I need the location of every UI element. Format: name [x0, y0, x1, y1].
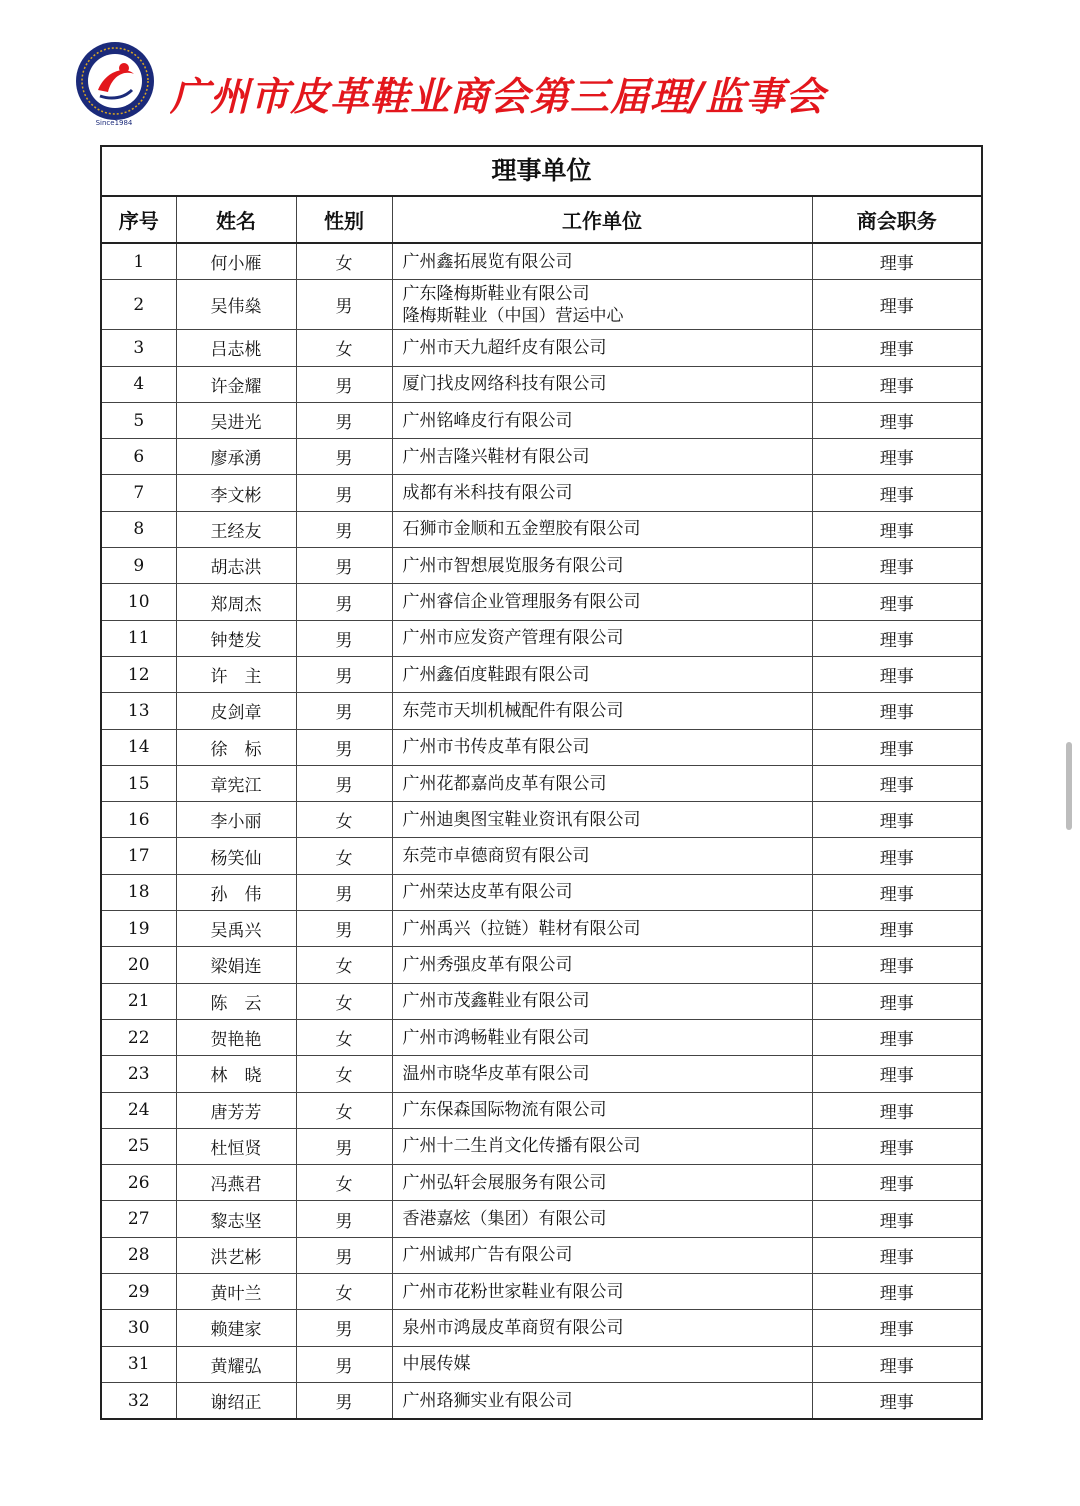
column-header-sex: 性别	[296, 197, 392, 243]
cell-role: 理事	[812, 911, 981, 947]
org-line: 广州吉隆兴鞋材有限公司	[402, 446, 590, 467]
table-row	[102, 1274, 981, 1310]
header-row	[102, 197, 981, 243]
cell-role: 理事	[812, 1237, 981, 1273]
cell-sex: 男	[296, 1382, 392, 1418]
org-line: 广州花都嘉尚皮革有限公司	[402, 773, 607, 794]
cell-no: 30	[102, 1310, 176, 1346]
cell-org	[392, 693, 812, 729]
column-header-org: 工作单位	[392, 197, 812, 243]
cell-sex: 男	[296, 1201, 392, 1237]
table-row	[102, 548, 981, 584]
cell-name: 李文彬	[176, 475, 296, 511]
cell-no: 4	[102, 366, 176, 402]
cell-name: 贺艳艳	[176, 1019, 296, 1055]
cell-sex: 女	[296, 243, 392, 280]
cell-sex: 男	[296, 656, 392, 692]
cell-name: 吴伟燊	[176, 280, 296, 330]
cell-name: 林 晓	[176, 1056, 296, 1092]
org-line: 广州市鸿畅鞋业有限公司	[402, 1027, 590, 1048]
cell-sex: 男	[296, 475, 392, 511]
cell-role: 理事	[812, 1346, 981, 1382]
cell-name: 梁娟连	[176, 947, 296, 983]
cell-role: 理事	[812, 693, 981, 729]
cell-org	[392, 584, 812, 620]
table-body	[102, 243, 981, 1418]
cell-name: 杜恒贤	[176, 1128, 296, 1164]
cell-sex: 男	[296, 402, 392, 438]
cell-role: 理事	[812, 1092, 981, 1128]
logo-since-text: Since1984	[95, 119, 133, 127]
cell-org	[392, 330, 812, 366]
cell-role: 理事	[812, 729, 981, 765]
cell-no: 9	[102, 548, 176, 584]
table-row	[102, 1310, 981, 1346]
cell-role: 理事	[812, 439, 981, 475]
cell-role: 理事	[812, 656, 981, 692]
cell-org	[392, 475, 812, 511]
table-row	[102, 983, 981, 1019]
cell-name: 黎志坚	[176, 1201, 296, 1237]
org-line: 广州市天九超纤皮有限公司	[402, 337, 607, 358]
cell-no: 26	[102, 1165, 176, 1201]
cell-no: 29	[102, 1274, 176, 1310]
table-row	[102, 1382, 981, 1418]
cell-no: 2	[102, 280, 176, 330]
table-row	[102, 243, 981, 280]
table-row	[102, 874, 981, 910]
cell-sex: 女	[296, 330, 392, 366]
cell-role: 理事	[812, 1165, 981, 1201]
cell-org	[392, 911, 812, 947]
cell-role: 理事	[812, 620, 981, 656]
cell-name: 廖承湧	[176, 439, 296, 475]
table-row	[102, 693, 981, 729]
cell-name: 许 主	[176, 656, 296, 692]
cell-name: 何小雁	[176, 243, 296, 280]
cell-role: 理事	[812, 243, 981, 280]
cell-org	[392, 1019, 812, 1055]
cell-org	[392, 366, 812, 402]
table-row	[102, 511, 981, 547]
cell-name: 洪艺彬	[176, 1237, 296, 1273]
cell-name: 杨笑仙	[176, 838, 296, 874]
cell-org	[392, 402, 812, 438]
association-logo	[74, 40, 156, 122]
cell-org	[392, 280, 812, 330]
cell-no: 23	[102, 1056, 176, 1092]
cell-org	[392, 729, 812, 765]
cell-role: 理事	[812, 874, 981, 910]
cell-name: 黄叶兰	[176, 1274, 296, 1310]
table-row	[102, 1346, 981, 1382]
cell-sex: 男	[296, 1237, 392, 1273]
cell-name: 唐芳芳	[176, 1092, 296, 1128]
cell-org	[392, 1274, 812, 1310]
cell-org	[392, 1310, 812, 1346]
cell-org	[392, 1382, 812, 1418]
table-row	[102, 1128, 981, 1164]
cell-no: 13	[102, 693, 176, 729]
cell-no: 27	[102, 1201, 176, 1237]
cell-role: 理事	[812, 983, 981, 1019]
column-header-name: 姓名	[176, 197, 296, 243]
cell-sex: 男	[296, 1346, 392, 1382]
org-line: 广州市智想展览服务有限公司	[402, 555, 624, 576]
cell-name: 吕志桃	[176, 330, 296, 366]
cell-no: 5	[102, 402, 176, 438]
cell-no: 14	[102, 729, 176, 765]
cell-no: 11	[102, 620, 176, 656]
org-line: 广州诚邦广告有限公司	[402, 1245, 573, 1266]
cell-sex: 女	[296, 838, 392, 874]
cell-sex: 男	[296, 620, 392, 656]
column-header-role: 商会职务	[812, 197, 981, 243]
org-line: 广州荣达皮革有限公司	[402, 882, 573, 903]
cell-role: 理事	[812, 838, 981, 874]
cell-org	[392, 439, 812, 475]
org-line: 中展传媒	[402, 1354, 471, 1375]
cell-no: 24	[102, 1092, 176, 1128]
cell-sex: 男	[296, 729, 392, 765]
cell-name: 谢绍正	[176, 1382, 296, 1418]
page-title: 广州市皮革鞋业商会第三届理/监事会	[170, 75, 826, 120]
cell-org	[392, 1237, 812, 1273]
table-row	[102, 330, 981, 366]
cell-org	[392, 874, 812, 910]
org-line: 广州十二生肖文化传播有限公司	[402, 1136, 641, 1157]
org-line: 广州市茂鑫鞋业有限公司	[402, 991, 590, 1012]
org-line: 广州珞狮实业有限公司	[402, 1390, 573, 1411]
cell-no: 17	[102, 838, 176, 874]
cell-name: 胡志洪	[176, 548, 296, 584]
cell-name: 郑周杰	[176, 584, 296, 620]
cell-no: 16	[102, 802, 176, 838]
table-row	[102, 366, 981, 402]
cell-org	[392, 947, 812, 983]
page-header	[0, 0, 1080, 140]
table-row	[102, 1201, 981, 1237]
org-line: 广州市应发资产管理有限公司	[402, 628, 624, 649]
table-row	[102, 584, 981, 620]
cell-role: 理事	[812, 1128, 981, 1164]
cell-no: 8	[102, 511, 176, 547]
org-line: 广州市书传皮革有限公司	[402, 737, 590, 758]
table-row	[102, 838, 981, 874]
cell-sex: 男	[296, 511, 392, 547]
cell-role: 理事	[812, 802, 981, 838]
table-row	[102, 911, 981, 947]
cell-org	[392, 1165, 812, 1201]
table-row	[102, 765, 981, 801]
table-row	[102, 729, 981, 765]
cell-role: 理事	[812, 330, 981, 366]
cell-org	[392, 620, 812, 656]
cell-role: 理事	[812, 1056, 981, 1092]
cell-no: 21	[102, 983, 176, 1019]
cell-name: 黄耀弘	[176, 1346, 296, 1382]
cell-org	[392, 548, 812, 584]
cell-name: 陈 云	[176, 983, 296, 1019]
cell-no: 20	[102, 947, 176, 983]
table-row	[102, 947, 981, 983]
cell-org	[392, 1128, 812, 1164]
org-line: 广东保森国际物流有限公司	[402, 1100, 607, 1121]
cell-name: 徐 标	[176, 729, 296, 765]
cell-name: 吴禹兴	[176, 911, 296, 947]
cell-role: 理事	[812, 584, 981, 620]
org-line: 广州铭峰皮行有限公司	[402, 410, 573, 431]
cell-sex: 女	[296, 1019, 392, 1055]
cell-role: 理事	[812, 765, 981, 801]
cell-no: 6	[102, 439, 176, 475]
cell-sex: 女	[296, 1056, 392, 1092]
org-line: 泉州市鸿晟皮革商贸有限公司	[402, 1317, 624, 1338]
cell-name: 王经友	[176, 511, 296, 547]
cell-no: 32	[102, 1382, 176, 1418]
org-line: 厦门找皮网络科技有限公司	[402, 374, 607, 395]
directors-grid	[102, 197, 981, 1418]
cell-sex: 男	[296, 548, 392, 584]
cell-name: 孙 伟	[176, 874, 296, 910]
cell-no: 15	[102, 765, 176, 801]
org-line: 广东隆梅斯鞋业有限公司	[402, 283, 590, 304]
cell-no: 10	[102, 584, 176, 620]
cell-sex: 女	[296, 802, 392, 838]
cell-no: 25	[102, 1128, 176, 1164]
cell-sex: 女	[296, 1165, 392, 1201]
org-line: 广州鑫佰度鞋跟有限公司	[402, 664, 590, 685]
directors-table	[100, 145, 983, 1420]
cell-sex: 女	[296, 1092, 392, 1128]
cell-role: 理事	[812, 366, 981, 402]
org-line: 温州市晓华皮革有限公司	[402, 1063, 590, 1084]
cell-sex: 女	[296, 1274, 392, 1310]
cell-sex: 男	[296, 366, 392, 402]
table-row	[102, 802, 981, 838]
scrollbar-thumb[interactable]	[1066, 742, 1072, 830]
cell-name: 吴进光	[176, 402, 296, 438]
org-line: 香港嘉炫（集团）有限公司	[402, 1209, 607, 1230]
cell-sex: 男	[296, 911, 392, 947]
cell-org	[392, 765, 812, 801]
org-line: 广州市花粉世家鞋业有限公司	[402, 1281, 624, 1302]
cell-sex: 男	[296, 765, 392, 801]
cell-no: 7	[102, 475, 176, 511]
cell-org	[392, 983, 812, 1019]
column-header-no: 序号	[102, 197, 176, 243]
cell-sex: 男	[296, 439, 392, 475]
table-row	[102, 402, 981, 438]
cell-sex: 男	[296, 584, 392, 620]
cell-name: 李小丽	[176, 802, 296, 838]
cell-org	[392, 802, 812, 838]
cell-org	[392, 1056, 812, 1092]
cell-org	[392, 838, 812, 874]
cell-name: 冯燕君	[176, 1165, 296, 1201]
cell-org	[392, 511, 812, 547]
cell-sex: 男	[296, 874, 392, 910]
table-row	[102, 280, 981, 330]
org-line: 广州弘轩会展服务有限公司	[402, 1172, 607, 1193]
cell-name: 皮剑章	[176, 693, 296, 729]
cell-name: 钟楚发	[176, 620, 296, 656]
cell-role: 理事	[812, 475, 981, 511]
cell-role: 理事	[812, 947, 981, 983]
table-row	[102, 1165, 981, 1201]
cell-no: 12	[102, 656, 176, 692]
table-row	[102, 1056, 981, 1092]
org-line: 石狮市金顺和五金塑胶有限公司	[402, 519, 641, 540]
table-row	[102, 656, 981, 692]
cell-role: 理事	[812, 511, 981, 547]
table-row	[102, 1092, 981, 1128]
cell-no: 22	[102, 1019, 176, 1055]
table-row	[102, 475, 981, 511]
cell-name: 许金耀	[176, 366, 296, 402]
cell-org	[392, 1092, 812, 1128]
cell-role: 理事	[812, 280, 981, 330]
table-caption: 理事单位	[102, 147, 981, 197]
cell-sex: 男	[296, 693, 392, 729]
table-row	[102, 620, 981, 656]
cell-role: 理事	[812, 548, 981, 584]
cell-no: 18	[102, 874, 176, 910]
cell-no: 19	[102, 911, 176, 947]
org-line: 广州睿信企业管理服务有限公司	[402, 592, 641, 613]
table-row	[102, 1019, 981, 1055]
cell-no: 28	[102, 1237, 176, 1273]
cell-role: 理事	[812, 1310, 981, 1346]
cell-role: 理事	[812, 402, 981, 438]
org-line: 东莞市卓德商贸有限公司	[402, 846, 590, 867]
table-row	[102, 1237, 981, 1273]
cell-role: 理事	[812, 1382, 981, 1418]
cell-no: 3	[102, 330, 176, 366]
org-line: 东莞市天圳机械配件有限公司	[402, 700, 624, 721]
org-line: 广州鑫拓展览有限公司	[402, 251, 573, 272]
cell-no: 1	[102, 243, 176, 280]
cell-role: 理事	[812, 1274, 981, 1310]
cell-sex: 女	[296, 947, 392, 983]
org-line: 隆梅斯鞋业（中国）营运中心	[402, 305, 624, 326]
cell-org	[392, 656, 812, 692]
cell-name: 章宪江	[176, 765, 296, 801]
org-line: 广州禹兴（拉链）鞋材有限公司	[402, 918, 641, 939]
org-line: 广州秀强皮革有限公司	[402, 954, 573, 975]
cell-org	[392, 1201, 812, 1237]
cell-org	[392, 243, 812, 280]
cell-sex: 男	[296, 1310, 392, 1346]
org-line: 成都有米科技有限公司	[402, 483, 573, 504]
cell-role: 理事	[812, 1019, 981, 1055]
cell-name: 赖建家	[176, 1310, 296, 1346]
cell-org	[392, 1346, 812, 1382]
cell-sex: 男	[296, 1128, 392, 1164]
cell-sex: 男	[296, 280, 392, 330]
org-line: 广州迪奥图宝鞋业资讯有限公司	[402, 809, 641, 830]
cell-no: 31	[102, 1346, 176, 1382]
table-row	[102, 439, 981, 475]
cell-role: 理事	[812, 1201, 981, 1237]
cell-sex: 女	[296, 983, 392, 1019]
